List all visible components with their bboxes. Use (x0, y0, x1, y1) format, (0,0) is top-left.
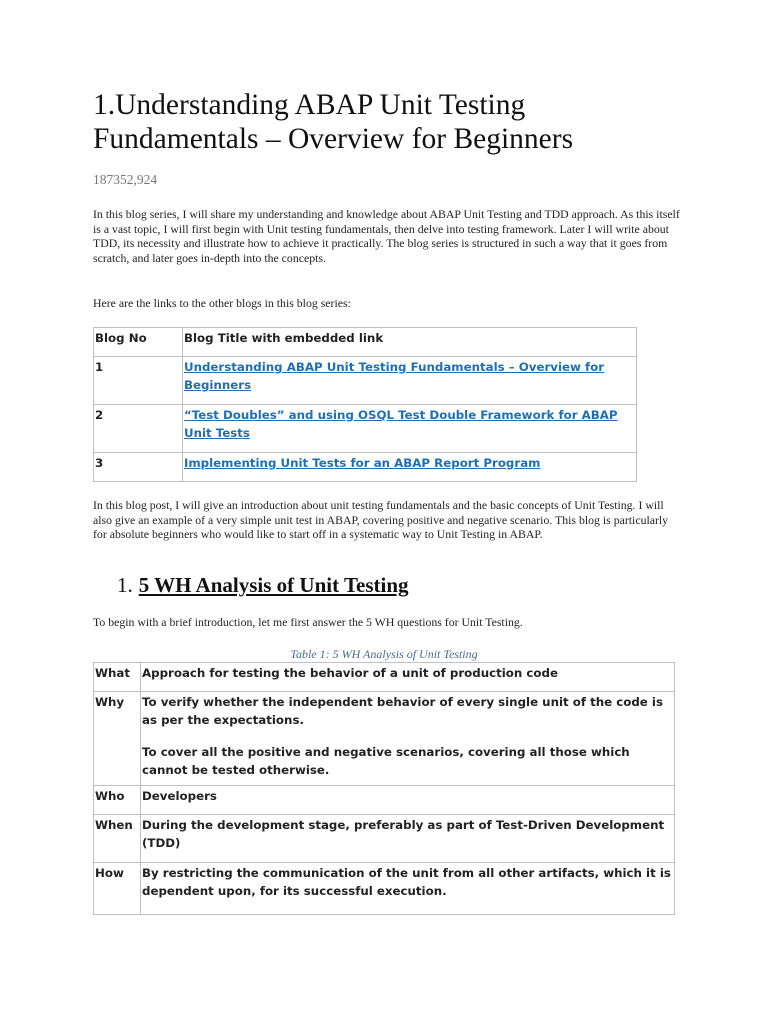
table-row (94, 453, 637, 482)
section-heading (117, 573, 409, 598)
blog-title-cell (183, 405, 637, 453)
blog-no: 2 (94, 405, 183, 453)
wh-value: Developers (141, 786, 675, 815)
wh-value-line-2: To cover all the positive and negative scenarios, covering all those which cannot be tested otherwise. (142, 745, 630, 777)
page-title: 1.Understanding ABAP Unit Testing Fundamentals – Overview for Beginners (93, 89, 574, 155)
section-intro: To begin with a brief introduction, let me first answer the 5 WH questions for Unit Testing. (93, 615, 523, 629)
blog-link-3[interactable]: Implementing Unit Tests for an ABAP Report Program (184, 456, 541, 470)
view-count: 187352,924 (93, 172, 158, 187)
header-blog-title: Blog Title with embedded link (183, 328, 637, 357)
blog-title-cell (183, 357, 637, 405)
wh-key: Who (94, 786, 141, 815)
wh-value: By restricting the communication of the unit from all other artifacts, which it is dependent upon, for its successful execution. (141, 863, 675, 915)
table-row (94, 405, 637, 453)
wh-analysis-table (93, 662, 675, 915)
blog-no: 3 (94, 453, 183, 482)
blog-title-cell (183, 453, 637, 482)
wh-value (141, 692, 675, 786)
wh-key: When (94, 815, 141, 863)
table-caption: Table 1: 5 WH Analysis of Unit Testing (290, 647, 478, 661)
blog-series-table (93, 327, 637, 482)
wh-value: During the development stage, preferably as part of Test-Driven Development (TDD) (141, 815, 675, 863)
section-title: 5 WH Analysis of Unit Testing (138, 573, 409, 597)
blog-link-2[interactable]: “Test Doubles” and using OSQL Test Double Framework for ABAP Unit Tests (184, 408, 618, 440)
post-intro-paragraph: In this blog post, I will give an introduction about unit testing fundamentals and the basic concepts of Unit Testing. I will also give an example of a very simple unit test in ABAP, covering positive and negative scenario. This blog is particularly for absolute beginners who would like to start off in a systematic way to Unit Testing in ABAP. (93, 498, 669, 542)
header-blog-no: Blog No (94, 328, 183, 357)
wh-key: What (94, 663, 141, 692)
blog-no: 1 (94, 357, 183, 405)
table-row (94, 663, 675, 692)
wh-key: Why (94, 692, 141, 786)
links-intro: Here are the links to the other blogs in this blog series: (93, 296, 351, 310)
table-row (94, 357, 637, 405)
table-row (94, 692, 675, 786)
wh-key: How (94, 863, 141, 915)
blog-link-1[interactable]: Understanding ABAP Unit Testing Fundamentals – Overview for Beginners (184, 360, 605, 392)
wh-value-line-1: To verify whether the independent behavior of every single unit of the code is as per the expectations. (142, 695, 663, 727)
table-header-row (94, 328, 637, 357)
table-row (94, 786, 675, 815)
intro-paragraph: In this blog series, I will share my understanding and knowledge about ABAP Unit Testing and TDD approach. As this itself is a vast topic, I will first begin with Unit testing fundamentals, then delve into testing framework. Later I will write about TDD, its necessity and illustrate how to achieve it practically. The blog series is structured in such a way that it goes from scratch, and later goes in-depth into the concepts. (93, 207, 680, 265)
table-row (94, 863, 675, 915)
section-number: 1. (117, 573, 133, 597)
wh-value: Approach for testing the behavior of a unit of production code (141, 663, 675, 692)
table-row (94, 815, 675, 863)
